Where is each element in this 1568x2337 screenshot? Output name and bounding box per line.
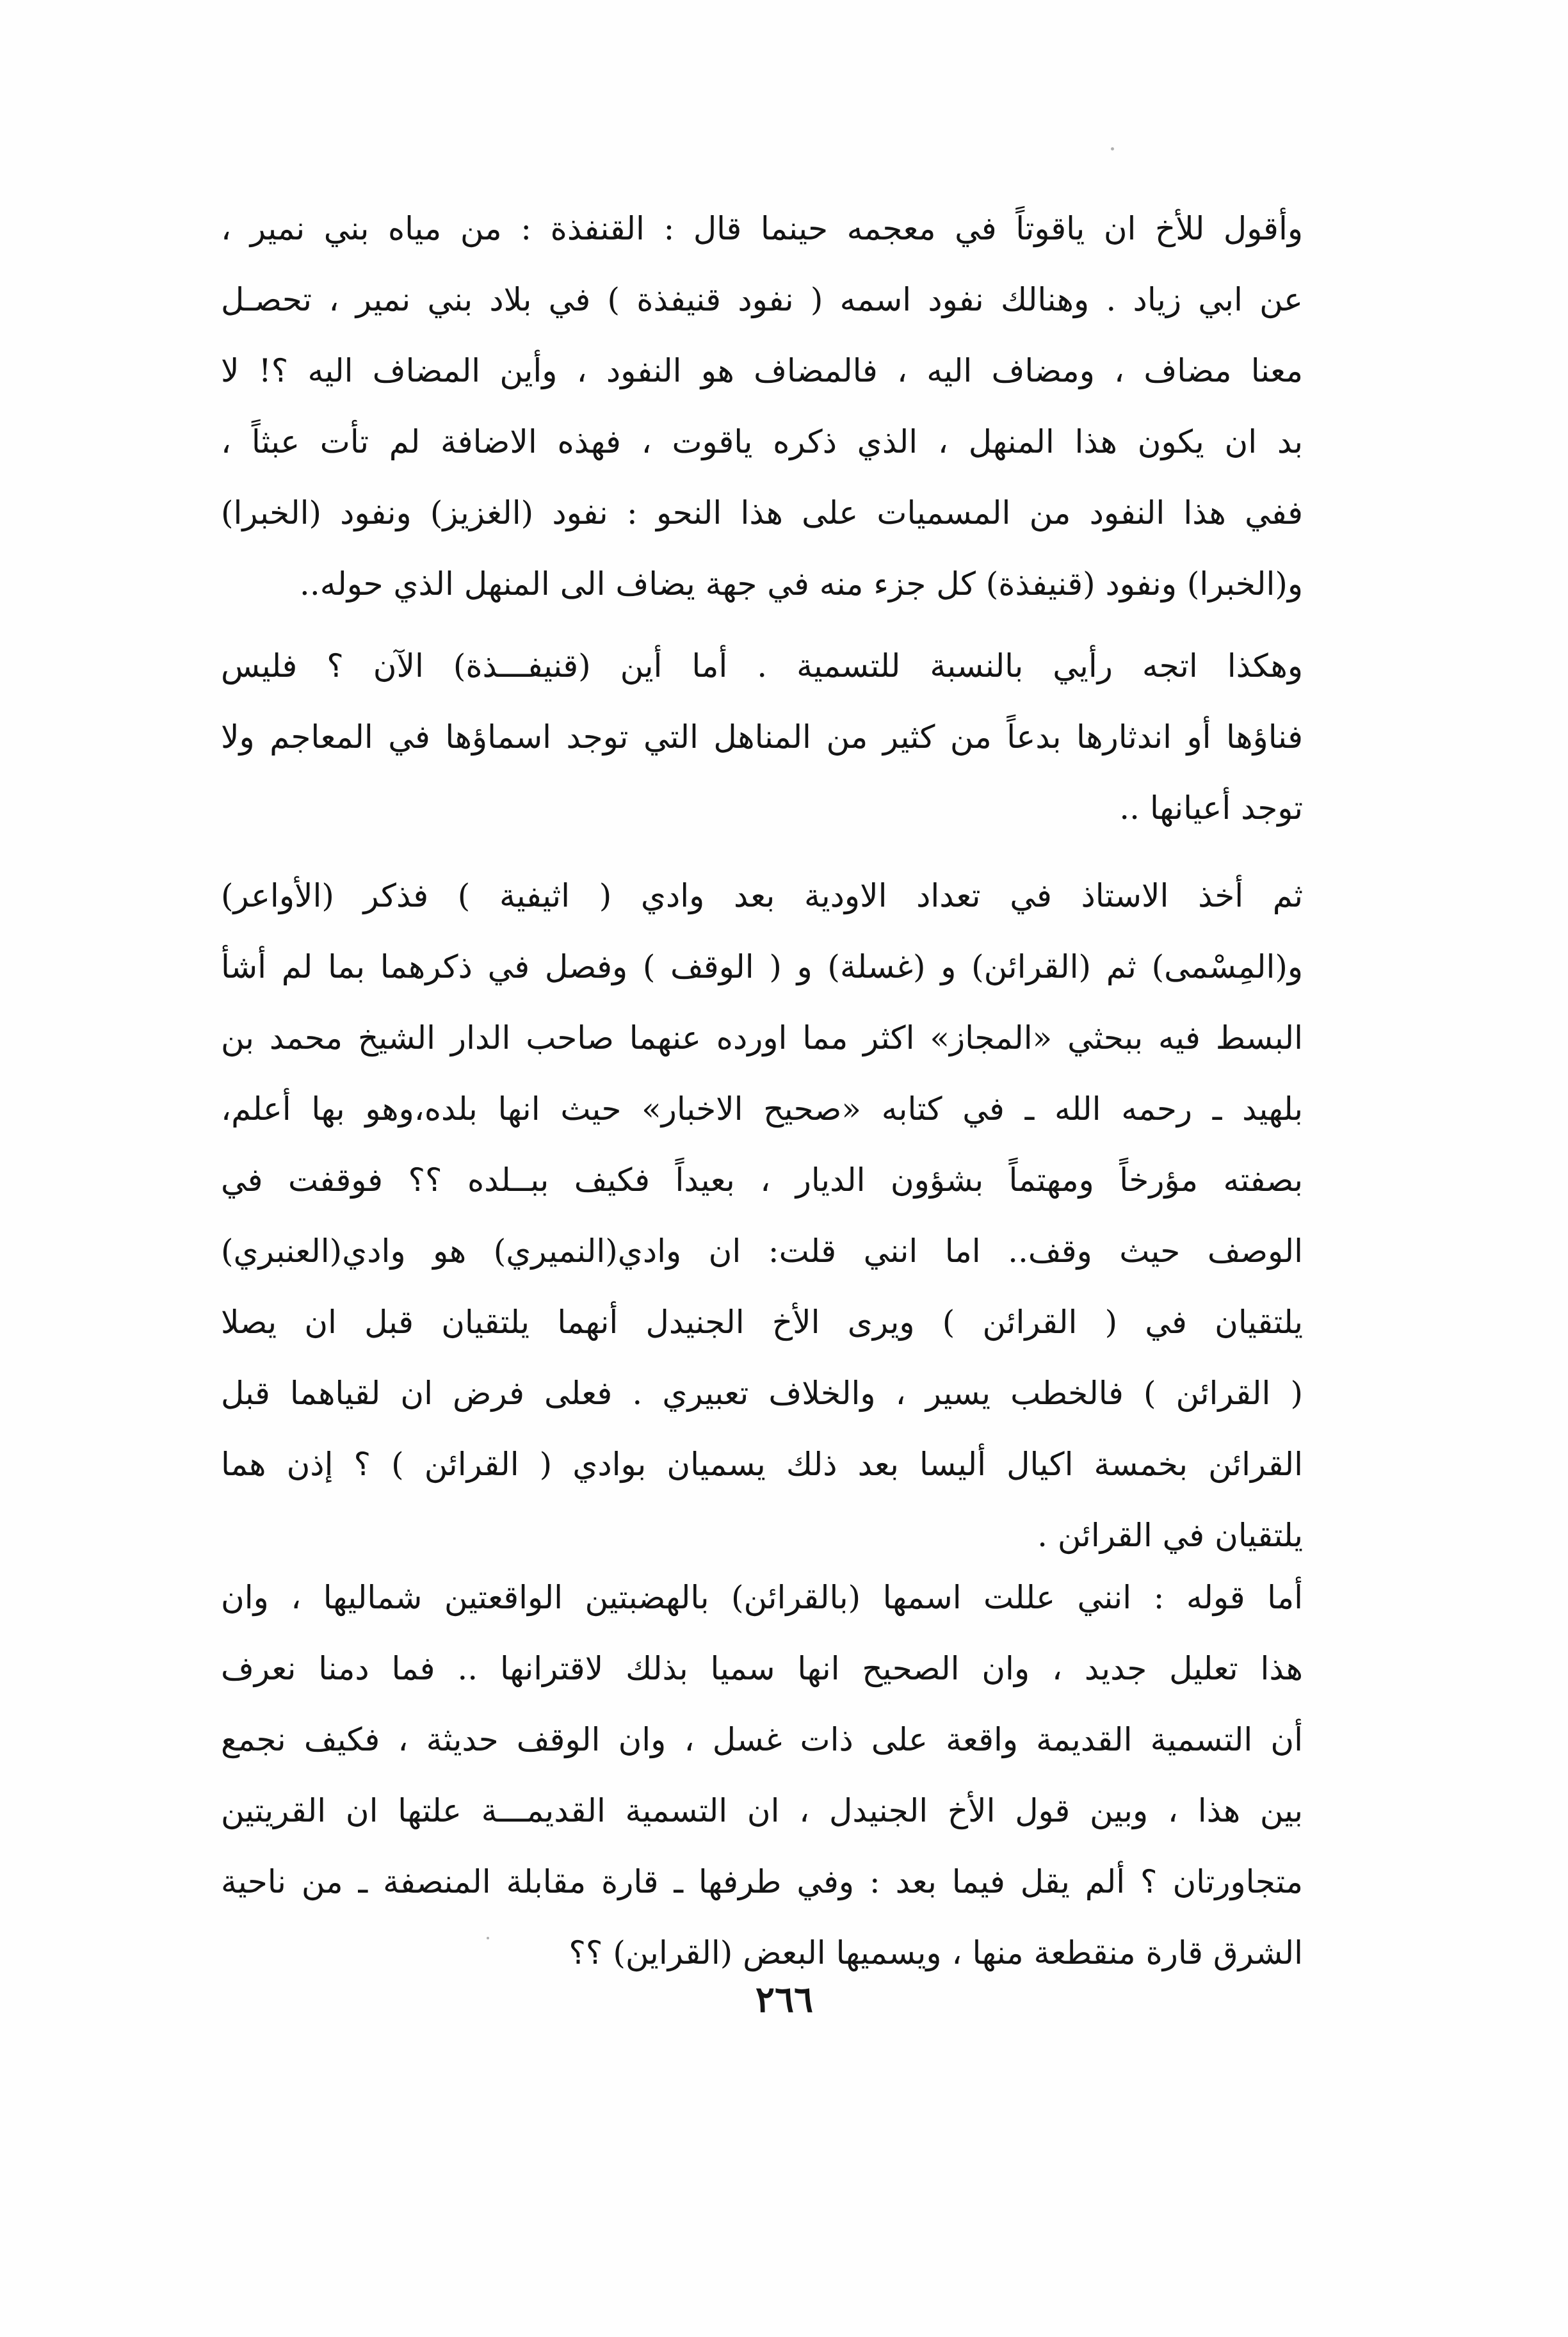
text-line: و(المِسْمى) ثم (القرائن) و (غسلة) و ( الوقف ) وفصل في ذكرهما بما لم أشأ	[221, 948, 1303, 985]
text-line: ( القرائن ) فالخطب يسير ، والخلاف تعبيري . فعلى فرض ان لقياهما قبل	[221, 1375, 1303, 1412]
paragraph-3	[221, 861, 1303, 1571]
text-line: القرائن بخمسة اكيال أليسا بعد ذلك يسميان بوادي ( القرائن ) ؟ إذن هما	[221, 1446, 1303, 1483]
text-line: يلتقيان في ( القرائن ) ويرى الأخ الجنيدل أنهما يلتقيان قبل ان يصلا	[221, 1304, 1303, 1341]
text-line: بلهيد ـ رحمه الله ـ في كتابه «صحيح الاخبار» حيث انها بلده،وهو بها أعلم،	[221, 1090, 1303, 1128]
text-line: يلتقيان في القرائن .	[1037, 1517, 1303, 1554]
text-line: ففي هذا النفود من المسميات على هذا النحو : نفود (الغزيز) ونفود (الخبرا)	[221, 494, 1303, 531]
text-line: أما قوله : انني عللت اسمها (بالقرائن) بالهضبتين الواقعتين شماليها ، وان	[221, 1579, 1303, 1616]
text-line: معنا مضاف ، ومضاف اليه ، فالمضاف هو النفود ، وأين المضاف اليه ؟! لا	[221, 352, 1303, 389]
text-line: توجد أعيانها ..	[1119, 789, 1303, 827]
text-line: وهكذا اتجه رأيي بالنسبة للتسمية . أما أين (قنيفـــذة) الآن ؟ فليس	[221, 647, 1303, 684]
text-line: عن ابي زياد . وهنالك نفود اسمه ( نفود قنيفذة ) في بلاد بني نمير ، تحصـل	[221, 281, 1303, 318]
text-line: البسط فيه ببحثي «المجاز» اكثر مما اورده عنهما صاحب الدار الشيخ محمد بن	[221, 1019, 1303, 1056]
text-line: الشرق قارة منقطعة منها ، ويسميها البعض (القراين) ؟؟	[569, 1934, 1303, 1971]
text-line: بد ان يكون هذا المنهل ، الذي ذكره ياقوت ، فهذه الاضافة لم تأت عبثاً ،	[221, 423, 1303, 460]
text-line: متجاورتان ؟ ألم يقل فيما بعد : وفي طرفها ـ قارة مقابلة المنصفة ـ من ناحية	[221, 1863, 1303, 1900]
text-line: بصفته مؤرخاً ومهتماً بشؤون الديار ، بعيداً فكيف ببــلده ؟؟ فوقفت في	[221, 1161, 1303, 1199]
page-number: ٢٦٦	[755, 1978, 814, 2021]
text-line: ثم أخذ الاستاذ في تعداد الاودية بعد وادي ( اثيفية ) فذكر (الأواعر)	[221, 877, 1303, 914]
paragraph-2	[221, 631, 1303, 844]
text-line: هذا تعليل جديد ، وان الصحيح انها سميا بذلك لاقترانها .. فما دمنا نعرف	[221, 1650, 1303, 1687]
text-line: بين هذا ، وبين قول الأخ الجنيدل ، ان التسمية القديمـــة علتها ان القريتين	[221, 1792, 1303, 1829]
text-line: و(الخبرا) ونفود (قنيفذة) كل جزء منه في جهة يضاف الى المنهل الذي حوله..	[299, 565, 1303, 602]
text-line: أن التسمية القديمة واقعة على ذات غسل ، وان الوقف حديثة ، فكيف نجمع	[221, 1721, 1303, 1758]
text-line: وأقول للأخ ان ياقوتاً في معجمه حينما قال : القنفذة : من مياه بني نمير ،	[221, 210, 1303, 247]
text-line: فناؤها أو اندثارها بدعاً من كثير من المناهل التي توجد اسماؤها في المعاجم ولا	[221, 718, 1303, 756]
paper-speck	[1111, 147, 1114, 150]
paper-speck	[487, 1937, 489, 1939]
paragraph-1	[221, 193, 1303, 620]
paragraph-4	[221, 1562, 1303, 1989]
text-line: الوصف حيث وقف.. اما انني قلت: ان وادي(النميري) هو وادي(العنبري)	[221, 1233, 1303, 1270]
